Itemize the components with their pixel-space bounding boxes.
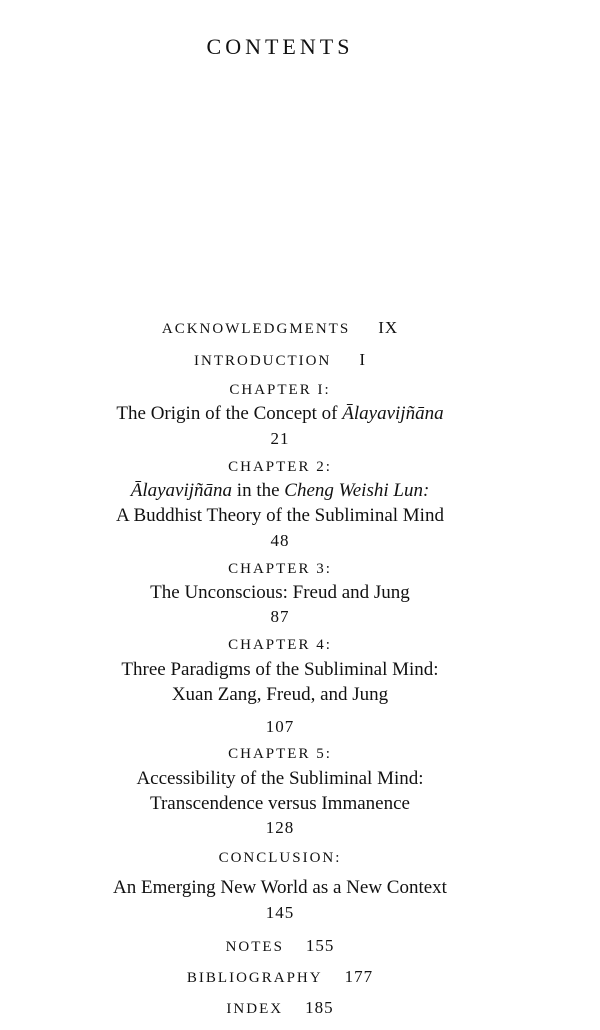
toc-entry-notes[interactable] bbox=[0, 936, 560, 956]
chapter-2-label: CHAPTER 2: bbox=[228, 459, 332, 475]
chapter-title-text: The Origin of the Concept of bbox=[116, 403, 343, 424]
chapter-title-italic: Ālayavijñāna bbox=[130, 480, 233, 501]
toc-label: BIBLIOGRAPHY bbox=[186, 970, 323, 986]
toc-entry-acknowledgments[interactable] bbox=[0, 318, 560, 338]
chapter-1-page: 21 bbox=[270, 429, 290, 448]
conclusion-page: 145 bbox=[265, 903, 295, 922]
toc-label: ACKNOWLEDGMENTS bbox=[161, 321, 351, 337]
chapter-2-page: 48 bbox=[270, 531, 290, 550]
chapter-5-title[interactable]: Accessibility of the Subliminal Mind: bbox=[136, 768, 424, 789]
toc-page-number: 177 bbox=[344, 967, 374, 986]
chapter-4-title-line-2: Xuan Zang, Freud, and Jung bbox=[171, 684, 389, 705]
page-title: CONTENTS bbox=[206, 34, 354, 59]
toc-label: INDEX bbox=[226, 1001, 284, 1017]
chapter-5-page: 128 bbox=[265, 818, 295, 837]
toc-entry-introduction[interactable] bbox=[0, 350, 560, 370]
chapter-title-text: in the bbox=[232, 480, 285, 501]
chapter-title-italic: Ālayavijñāna bbox=[342, 403, 444, 424]
conclusion-label: CONCLUSION: bbox=[218, 850, 342, 866]
toc-page-number: 185 bbox=[305, 998, 334, 1017]
toc-page-number: 155 bbox=[305, 936, 335, 955]
toc-label: INTRODUCTION bbox=[194, 353, 332, 369]
chapter-2-title-line-2: A Buddhist Theory of the Subliminal Mind bbox=[116, 505, 444, 526]
conclusion-title[interactable]: An Emerging New World as a New Context bbox=[113, 877, 447, 898]
chapter-2-title[interactable] bbox=[0, 480, 560, 502]
toc-entry-bibliography[interactable] bbox=[0, 967, 560, 987]
chapter-4-label: CHAPTER 4: bbox=[228, 637, 332, 653]
chapter-3-title[interactable]: The Unconscious: Freud and Jung bbox=[150, 582, 410, 603]
toc-entry-index[interactable] bbox=[0, 998, 560, 1018]
chapter-1-label: CHAPTER I: bbox=[229, 382, 331, 398]
toc-page-number: I bbox=[359, 350, 366, 369]
chapter-4-page: 107 bbox=[265, 717, 295, 736]
chapter-3-label: CHAPTER 3: bbox=[228, 561, 332, 577]
toc-page-number: IX bbox=[378, 318, 399, 337]
toc-label: NOTES bbox=[225, 939, 284, 955]
chapter-title-italic: Cheng Weishi Lun: bbox=[284, 480, 430, 501]
chapter-4-title[interactable]: Three Paradigms of the Subliminal Mind: bbox=[121, 659, 439, 680]
chapter-3-page: 87 bbox=[270, 607, 290, 626]
chapter-5-title-line-2: Transcendence versus Immanence bbox=[150, 793, 410, 814]
chapter-1-title[interactable] bbox=[0, 403, 560, 425]
chapter-5-label: CHAPTER 5: bbox=[228, 746, 332, 762]
